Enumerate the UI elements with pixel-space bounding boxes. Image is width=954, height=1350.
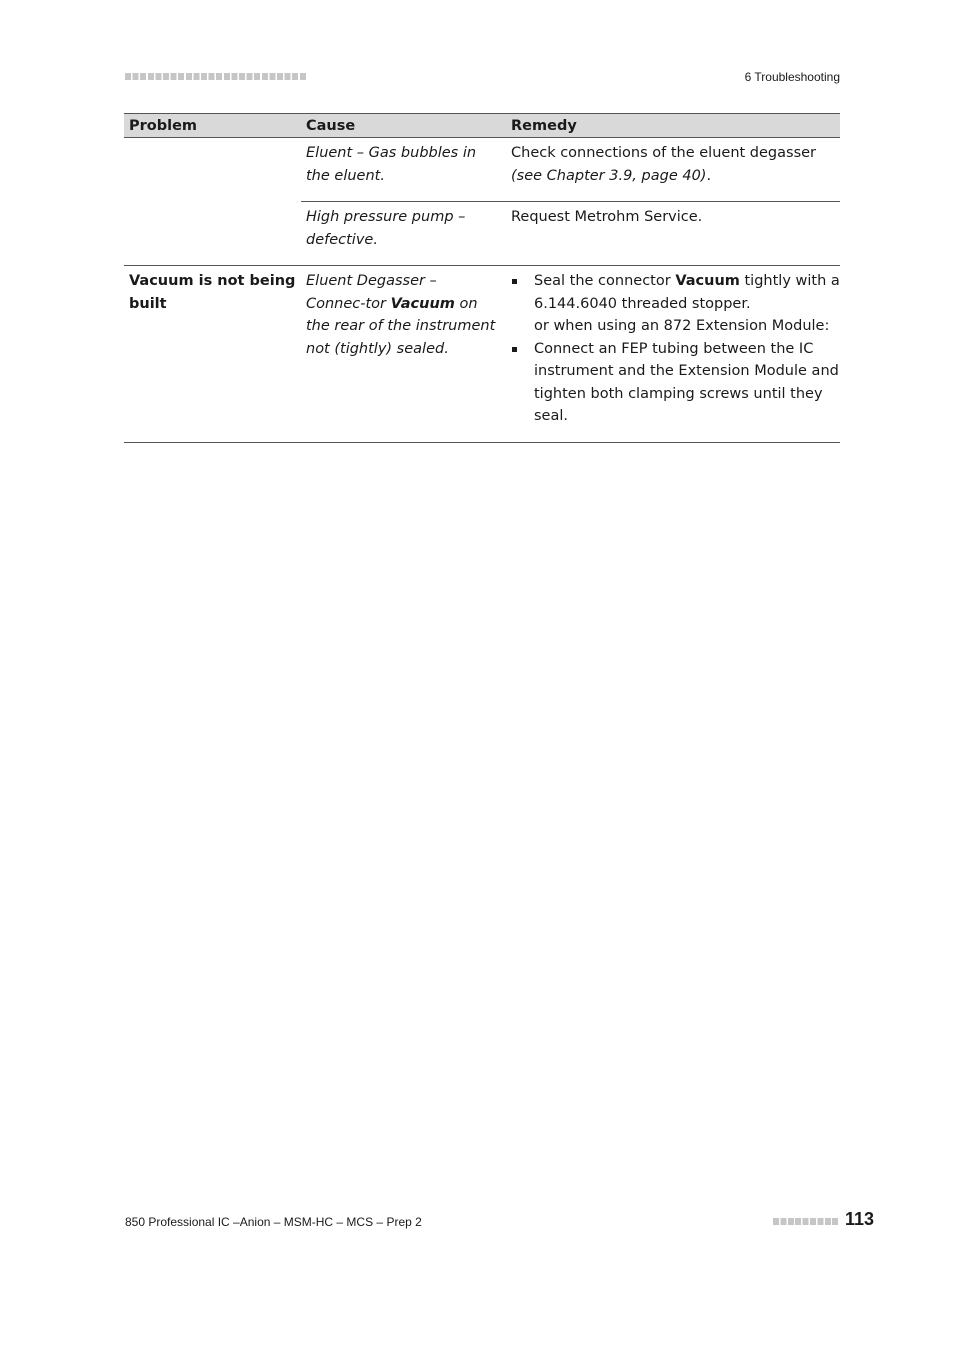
list-item: Connect an FEP tubing between the IC instrument and the Extension Module and tighten both clamping screws until they seal. (511, 338, 840, 428)
cause-bold-text: Vacuum (390, 295, 455, 312)
column-header-remedy: Remedy (511, 117, 577, 134)
cause-cell: Eluent – Gas bubbles in the eluent. (306, 145, 477, 184)
remedy-cell: Request Metrohm Service. (511, 209, 703, 225)
cause-text: on the rear of the instrument not (tightly) sealed. (306, 295, 496, 357)
footer-decoration (773, 1218, 839, 1225)
sub-rows (301, 138, 840, 265)
column-header-problem: Problem (129, 117, 198, 134)
problem-cell: Vacuum is not being built (129, 273, 296, 312)
bullet-text: tightly with a 6.144.6040 threaded stopper. (534, 273, 840, 312)
footer-document-title: 850 Professional IC –Anion – MSM-HC – MCS – Prep 2 (125, 1215, 422, 1229)
list-item (511, 270, 840, 338)
bullet-text: Seal the connector (534, 273, 676, 289)
cause-cell (301, 270, 506, 428)
remedy-cell (506, 270, 840, 428)
cause-text: Eluent Degasser – Connec-tor (306, 273, 437, 312)
page-number: 113 (845, 1209, 875, 1229)
bullet-bold-text: Vacuum (675, 273, 740, 289)
problem-cell (124, 138, 301, 265)
cause-cell: High pressure pump – defective. (306, 209, 466, 248)
column-header-cause: Cause (306, 117, 356, 134)
table-subrow (301, 138, 840, 202)
remedy-cell (506, 142, 840, 187)
remedy-text: Check connections of the eluent degasser (511, 145, 817, 161)
remedy-end: . (706, 167, 712, 184)
bullet-text: or when using an 872 Extension Module: (534, 318, 830, 334)
header-decoration (125, 73, 307, 80)
troubleshooting-table (124, 113, 840, 443)
remedy-list (511, 270, 840, 428)
table-header (124, 114, 840, 138)
table-row (124, 266, 840, 443)
table-row (124, 138, 840, 266)
remedy-reference: (see Chapter 3.9, page 40) (511, 167, 707, 184)
table-subrow (301, 202, 840, 265)
chapter-title: 6 Troubleshooting (744, 70, 840, 84)
